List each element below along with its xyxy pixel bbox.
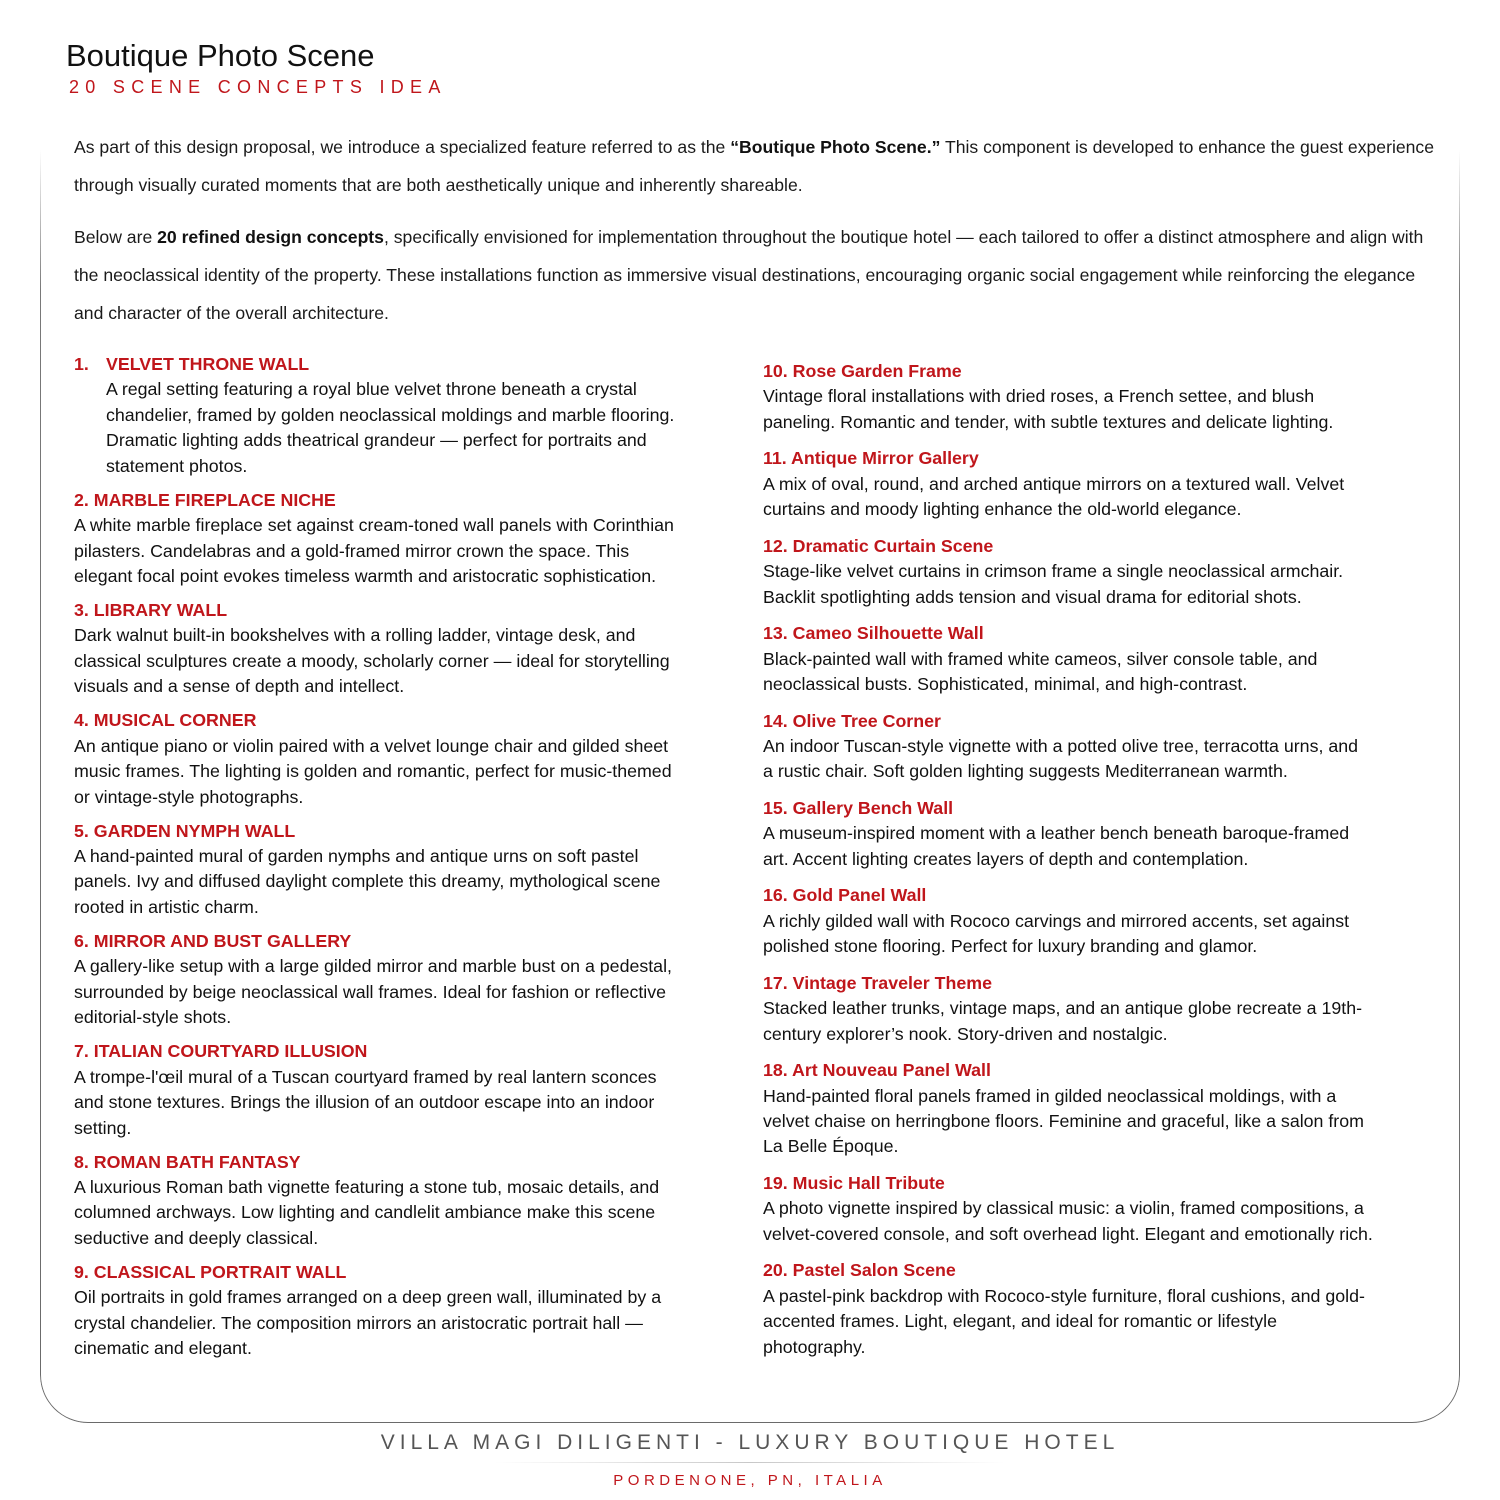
concept-title: 13. Cameo Silhouette Wall <box>763 623 984 644</box>
concept-item <box>763 1171 1435 1247</box>
concept-title: 15. Gallery Bench Wall <box>763 798 954 819</box>
concept-line: Black-painted wall with framed white cameos, silver console table, and <box>763 648 1318 669</box>
concept-item <box>763 883 1435 959</box>
concept-line: setting. <box>74 1117 132 1138</box>
concept-item <box>763 446 1435 522</box>
concept-line: pilasters. Candelabras and a gold-framed mirror crown the space. This <box>74 540 630 561</box>
concept-title: 17. Vintage Traveler Theme <box>763 972 992 993</box>
concept-item <box>763 534 1435 610</box>
concept-item <box>74 488 742 590</box>
concept-line: neoclassical busts. Sophisticated, minimal, and high-contrast. <box>763 674 1248 695</box>
concept-line: panels. Ivy and diffused daylight complete this dreamy, mythological scene <box>74 871 661 892</box>
concept-line: An indoor Tuscan-style vignette with a potted olive tree, terracotta urns, and <box>763 736 1359 757</box>
concept-line: Dark walnut built-in bookshelves with a rolling ladder, vintage desk, and <box>74 625 636 646</box>
concept-line: curtains and moody lighting enhance the old-world elegance. <box>763 499 1242 520</box>
concept-item <box>763 1058 1435 1160</box>
concept-line: chandelier, framed by golden neoclassical moldings and marble flooring. <box>106 404 675 425</box>
concept-title: 19. Music Hall Tribute <box>763 1173 945 1194</box>
concept-line: classical sculptures create a moody, scholarly corner — ideal for storytelling <box>74 650 670 671</box>
concept-title: 4. MUSICAL CORNER <box>74 710 257 731</box>
concept-line: A mix of oval, round, and arched antique mirrors on a textured wall. Velvet <box>763 473 1345 494</box>
concept-item <box>74 598 742 700</box>
page-subtitle: 20 SCENE CONCEPTS IDEA <box>69 77 447 97</box>
concept-item <box>74 708 742 810</box>
footer-divider <box>495 1462 1005 1463</box>
intro-text: As part of this design proposal, we introduce a specialized feature referred to as the <box>74 137 731 157</box>
concept-line: A luxurious Roman bath vignette featuring a stone tub, mosaic details, and <box>74 1177 660 1197</box>
concept-item <box>74 819 742 921</box>
concept-line: A trompe-l'œil mural of a Tuscan courtyard framed by real lantern sconces <box>74 1066 657 1087</box>
page-title: Boutique Photo Scene <box>66 38 375 73</box>
concept-line: or vintage-style photographs. <box>74 786 304 807</box>
concept-line: and stone textures. Brings the illusion of an outdoor escape into an indoor <box>74 1092 655 1113</box>
concept-line: rooted in artistic charm. <box>74 896 259 917</box>
concept-title: 10. Rose Garden Frame <box>763 361 962 381</box>
footer-hotel-name: VILLA MAGI DILIGENTI - LUXURY BOUTIQUE HOTEL <box>380 1431 1120 1454</box>
concept-item <box>763 621 1435 697</box>
concept-line: Vintage floral installations with dried roses, a French settee, and blush <box>763 386 1315 407</box>
intro-emphasis: 20 refined design concepts <box>157 227 384 247</box>
concept-title: 14. Olive Tree Corner <box>763 710 941 731</box>
intro-text: Below are <box>74 227 158 247</box>
concepts-column-left <box>74 352 742 1370</box>
concept-line: editorial-style shots. <box>74 1007 232 1028</box>
intro-text: , specifically envisioned for implementation throughout the boutique hotel — each tailored to offer a distinct atmosphere and align with the neoclassical identity of the property. These installations function as immersive visual destinations, encouraging organic social engagement while reinforcing the elegance and character of the overall architecture. <box>74 227 1424 323</box>
concept-title: 18. Art Nouveau Panel Wall <box>763 1060 991 1081</box>
intro-paragraph-2 <box>74 218 1434 332</box>
concept-title: 6. MIRROR AND BUST GALLERY <box>74 930 352 951</box>
concept-line: seductive and deeply classical. <box>74 1227 319 1248</box>
concept-line: A regal setting featuring a royal blue velvet throne beneath a crystal <box>106 379 637 400</box>
concept-line: An antique piano or violin paired with a velvet lounge chair and gilded sheet <box>74 735 669 756</box>
concept-line: Backlit spotlighting adds tension and visual drama for editorial shots. <box>763 586 1302 607</box>
concept-line: elegant focal point evokes timeless warmth and aristocratic sophistication. <box>74 565 657 586</box>
concept-line: music frames. The lighting is golden and romantic, perfect for music-themed <box>74 761 672 782</box>
concept-line: columned archways. Low lighting and candlelit ambiance make this scene <box>74 1202 656 1223</box>
concept-line: statement photos. <box>106 455 248 476</box>
concept-title: 2. MARBLE FIREPLACE NICHE <box>74 489 336 510</box>
intro-paragraph-1 <box>74 128 1434 204</box>
concept-title: 12. Dramatic Curtain Scene <box>763 535 994 556</box>
concepts-column-right <box>763 359 1435 1371</box>
concept-line: Stacked leather trunks, vintage maps, and an antique globe recreate a 19th- <box>763 998 1363 1019</box>
concept-line: A hand-painted mural of garden nymphs and antique urns on soft pastel <box>74 846 639 867</box>
concept-item <box>763 709 1435 785</box>
concept-line: century explorer’s nook. Story-driven and nostalgic. <box>763 1023 1168 1044</box>
concept-title: 20. Pastel Salon Scene <box>763 1260 956 1281</box>
concept-item <box>763 796 1435 872</box>
concept-item <box>74 1039 742 1141</box>
intro-emphasis: “Boutique Photo Scene.” <box>730 137 941 157</box>
concept-item <box>74 929 742 1031</box>
concept-line: A photo vignette inspired by classical music: a violin, framed compositions, a <box>763 1198 1364 1219</box>
concept-title: 3. LIBRARY WALL <box>74 600 228 621</box>
concept-line: paneling. Romantic and tender, with subtle textures and delicate lighting. <box>763 411 1334 432</box>
concept-title: 16. Gold Panel Wall <box>763 885 927 906</box>
concept-line: a rustic chair. Soft golden lighting suggests Mediterranean warmth. <box>763 761 1288 782</box>
concept-line: Oil portraits in gold frames arranged on a deep green wall, illuminated by a <box>74 1287 662 1308</box>
concept-item <box>763 971 1435 1047</box>
concept-line: Dramatic lighting adds theatrical grandeur — perfect for portraits and <box>106 430 647 451</box>
concept-line: cinematic and elegant. <box>74 1338 252 1359</box>
concept-title: 7. ITALIAN COURTYARD ILLUSION <box>74 1041 368 1062</box>
concept-title: 5. GARDEN NYMPH WALL <box>74 820 296 841</box>
concept-line: velvet chaise on herringbone floors. Feminine and graceful, like a salon from <box>763 1111 1364 1132</box>
concept-line: A richly gilded wall with Rococo carvings and mirrored accents, set against <box>763 910 1350 931</box>
concept-line: A museum-inspired moment with a leather bench beneath baroque-framed <box>763 823 1350 844</box>
concept-line: art. Accent lighting creates layers of depth and contemplation. <box>763 848 1249 869</box>
concept-item <box>74 1260 742 1362</box>
concept-line: Hand-painted floral panels framed in gilded neoclassical moldings, with a <box>763 1085 1337 1106</box>
concept-line: polished stone flooring. Perfect for luxury branding and glamor. <box>763 936 1258 957</box>
concept-line: crystal chandelier. The composition mirrors an aristocratic portrait hall — <box>74 1312 643 1333</box>
concept-item <box>74 1150 742 1252</box>
concept-item <box>74 352 742 479</box>
concept-item <box>763 1258 1435 1360</box>
concept-number: 1. <box>74 354 89 374</box>
concept-line: surrounded by beige neoclassical wall frames. Ideal for fashion or reflective <box>74 981 667 1002</box>
footer-location: PORDENONE, PN, ITALIA <box>613 1472 887 1489</box>
concept-line: A pastel-pink backdrop with Rococo-style furniture, floral cushions, and gold- <box>763 1285 1365 1306</box>
concept-item <box>763 359 1435 435</box>
concept-line: velvet-covered console, and soft overhead light. Elegant and emotionally rich. <box>763 1223 1373 1244</box>
concept-line: A gallery-like setup with a large gilded mirror and marble bust on a pedestal, <box>74 956 672 977</box>
concept-line: Stage-like velvet curtains in crimson frame a single neoclassical armchair. <box>763 561 1344 582</box>
concept-line: A white marble fireplace set against cream-toned wall panels with Corinthian <box>74 515 674 536</box>
concept-title: 11. Antique Mirror Gallery <box>763 448 979 469</box>
concept-line: photography. <box>763 1336 866 1357</box>
concept-title: 9. CLASSICAL PORTRAIT WALL <box>74 1261 347 1282</box>
concept-title: 8. ROMAN BATH FANTASY <box>74 1151 301 1172</box>
concept-line: visuals and a sense of depth and intellect. <box>74 676 405 697</box>
concept-title: 1. VELVET THRONE WALL <box>74 352 742 377</box>
intro-text: This component is developed to enhance the guest experience through visually curated moments that are both aesthetically unique and inherently shareable. <box>74 137 1435 195</box>
concept-line: accented frames. Light, elegant, and ideal for romantic or lifestyle <box>763 1311 1277 1332</box>
concept-line: La Belle Époque. <box>763 1136 899 1157</box>
